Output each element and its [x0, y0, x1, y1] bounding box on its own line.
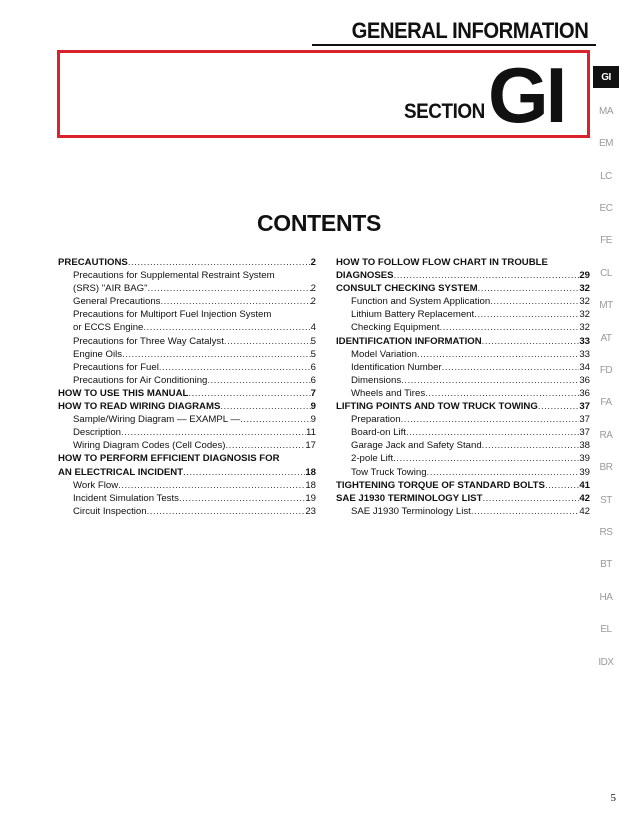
section-tab-lc[interactable]: LC [600, 170, 612, 182]
toc-entry[interactable] [58, 413, 316, 426]
toc-entry-title: Engine Oils [73, 348, 123, 360]
section-tab-ma[interactable]: MA [599, 105, 613, 117]
toc-entry[interactable] [336, 492, 590, 505]
toc-entry-page: 37 [579, 401, 590, 413]
toc-entry-page: 9 [310, 401, 316, 413]
toc-entry-page: 17 [305, 440, 316, 452]
section-tab-bt[interactable]: BT [600, 559, 612, 571]
toc-entry[interactable] [58, 335, 316, 348]
toc-entry-page: 36 [579, 387, 590, 399]
dot-leader [159, 361, 311, 374]
dot-leader [538, 400, 580, 413]
toc-entry[interactable] [58, 321, 316, 334]
dot-leader [143, 321, 310, 334]
toc-entry-page: 32 [579, 322, 590, 334]
section-tab-strip [591, 66, 621, 681]
toc-entry-page: 39 [579, 466, 590, 478]
document-title: GENERAL INFORMATION [351, 18, 588, 43]
toc-entry[interactable] [336, 269, 590, 282]
toc-entry[interactable] [336, 308, 590, 321]
title-rule [312, 44, 596, 46]
dot-leader [482, 335, 580, 348]
toc-entry-title: Precautions for Multiport Fuel Injection System [73, 309, 272, 321]
dot-leader [440, 321, 580, 334]
toc-entry-title: (SRS) "AIR BAG" [73, 283, 148, 295]
toc-entry-title: Garage Jack and Safety Stand [351, 440, 482, 452]
toc-entry-title: SAE J1930 Terminology List [351, 505, 471, 517]
toc-entry-title: Precautions for Air Conditioning [73, 374, 208, 386]
dot-leader [160, 295, 310, 308]
toc-entry-title: Model Variation [351, 348, 417, 360]
toc-entry-title: Circuit Inspection [73, 505, 147, 517]
section-tab-fa[interactable]: FA [600, 397, 612, 409]
toc-entry[interactable] [336, 505, 590, 518]
toc-entry-title: PRECAUTIONS [58, 257, 128, 268]
toc-entry-title: Function and System Application [351, 296, 491, 308]
dot-leader [425, 387, 579, 400]
section-tab-st[interactable]: ST [600, 494, 612, 506]
toc-entry-page: 37 [579, 427, 590, 439]
dot-leader [148, 282, 311, 295]
toc-entry-title: Board-on Lift [351, 427, 406, 439]
toc-entry[interactable] [336, 295, 590, 308]
section-tab-br[interactable]: BR [599, 462, 613, 474]
toc-entry-title: Identification Number [351, 361, 442, 373]
toc-entry-title: Incident Simulation Tests [73, 492, 179, 504]
toc-entry-page: 33 [579, 348, 590, 360]
dot-leader [406, 426, 579, 439]
toc-entry-page: 6 [310, 361, 316, 373]
toc-entry-title: HOW TO FOLLOW FLOW CHART IN TROUBLE [336, 257, 548, 268]
toc-entry-page: 39 [579, 453, 590, 465]
toc-entry[interactable] [58, 400, 316, 413]
page-number: 5 [610, 792, 616, 804]
toc-entry-title: Preparation [351, 414, 401, 426]
dot-leader [471, 505, 580, 518]
toc-entry[interactable] [336, 452, 590, 465]
toc-entry[interactable] [336, 256, 590, 269]
dot-leader [442, 361, 580, 374]
dot-leader [417, 348, 579, 361]
toc-entry[interactable] [58, 492, 316, 505]
section-tab-gi[interactable]: GI [593, 66, 619, 88]
toc-entry-page: 32 [579, 283, 590, 295]
dot-leader [179, 492, 305, 505]
dot-leader [490, 295, 579, 308]
section-code: GI [488, 51, 565, 139]
toc-entry[interactable] [336, 321, 590, 334]
toc-entry[interactable] [58, 452, 316, 465]
toc-entry[interactable] [336, 400, 590, 413]
toc-entry[interactable] [58, 269, 316, 282]
toc-entry-page: 36 [579, 374, 590, 386]
section-tab-mt[interactable]: MT [599, 300, 613, 312]
section-tab-idx[interactable]: IDX [598, 656, 614, 668]
toc-entry-page: 38 [579, 440, 590, 452]
section-tab-em[interactable]: EM [599, 138, 613, 150]
toc-entry[interactable] [336, 361, 590, 374]
toc-entry-page: 9 [310, 414, 316, 426]
toc-entry-page: 2 [310, 283, 316, 295]
toc-entry-page: 18 [305, 466, 316, 478]
toc-entry[interactable] [58, 479, 316, 492]
toc-entry-page: 11 [306, 427, 316, 439]
toc-entry[interactable] [58, 374, 316, 387]
dot-leader [128, 256, 311, 269]
toc-entry-page: 5 [310, 348, 316, 360]
toc-entry-page: 32 [579, 309, 590, 321]
section-tab-ra[interactable]: RA [599, 429, 613, 441]
section-tab-fe[interactable]: FE [600, 235, 612, 247]
toc-entry-title: General Precautions [73, 296, 161, 308]
toc-entry[interactable] [58, 348, 316, 361]
section-tab-ec[interactable]: EC [599, 203, 613, 215]
dot-leader [474, 308, 579, 321]
toc-entry-title: CONSULT CHECKING SYSTEM [336, 283, 478, 295]
dot-leader [220, 400, 310, 413]
dot-leader [427, 466, 580, 479]
toc-entry[interactable] [58, 282, 316, 295]
dot-leader [225, 439, 305, 452]
toc-entry[interactable] [58, 426, 316, 439]
toc-entry-title: Lithium Battery Replacement [351, 309, 475, 321]
dot-leader [545, 479, 579, 492]
toc-entry[interactable] [336, 466, 590, 479]
dot-leader [207, 374, 310, 387]
toc-entry-title: HOW TO READ WIRING DIAGRAMS [58, 401, 221, 413]
toc-entry-title: Description [73, 427, 121, 439]
toc-entry-page: 33 [579, 335, 590, 347]
toc-entry-title: AN ELECTRICAL INCIDENT [58, 466, 184, 478]
section-tab-at[interactable]: AT [600, 332, 612, 344]
dot-leader [240, 413, 311, 426]
toc-entry-page: 5 [310, 335, 316, 347]
toc-entry-title: or ECCS Engine [73, 322, 144, 334]
toc-right-column [336, 256, 590, 518]
toc-entry[interactable] [58, 361, 316, 374]
dot-leader [147, 505, 306, 518]
toc-entry-title: DIAGNOSES [336, 270, 394, 282]
toc-entry-title: Sample/Wiring Diagram — EXAMPL — [73, 414, 241, 426]
toc-entry-title: Wheels and Tires [351, 387, 426, 399]
toc-entry-title: Work Flow [73, 479, 119, 491]
toc-entry-title: IDENTIFICATION INFORMATION [336, 335, 482, 347]
toc-entry-page: 18 [305, 479, 316, 491]
toc-entry[interactable] [336, 348, 590, 361]
toc-entry-title: Precautions for Supplemental Restraint System [73, 270, 275, 282]
toc-entry[interactable] [58, 466, 316, 479]
toc-entry-title: HOW TO USE THIS MANUAL [58, 387, 189, 399]
toc-entry-page: 42 [579, 492, 590, 504]
section-tab-ha[interactable]: HA [599, 591, 613, 603]
toc-entry-title: 2-pole Lift [351, 453, 394, 465]
toc-entry-page: 34 [579, 361, 590, 373]
dot-leader [393, 452, 579, 465]
toc-entry-page: 29 [579, 270, 590, 282]
toc-entry-title: Precautions for Three Way Catalyst [73, 335, 224, 347]
dot-leader [224, 335, 311, 348]
toc-entry[interactable] [58, 439, 316, 452]
toc-entry[interactable] [336, 439, 590, 452]
toc-entry-title: LIFTING POINTS AND TOW TRUCK TOWING [336, 401, 538, 413]
toc-entry-page: 41 [579, 479, 590, 491]
toc-entry-page: 2 [310, 257, 316, 268]
toc-entry-title: Checking Equipment [351, 322, 440, 334]
contents-heading: CONTENTS [256, 210, 382, 236]
toc-entry-page: 42 [579, 505, 590, 517]
toc-entry-page: 2 [310, 296, 316, 308]
section-tab-fd[interactable]: FD [599, 365, 613, 377]
section-tab-rs[interactable]: RS [599, 526, 613, 538]
toc-entry[interactable] [336, 413, 590, 426]
toc-entry[interactable] [58, 295, 316, 308]
dot-leader [122, 348, 311, 361]
toc-entry[interactable] [336, 374, 590, 387]
toc-entry-title: Precautions for Fuel [73, 361, 159, 373]
toc-entry-page: 7 [310, 387, 316, 399]
toc-entry[interactable] [58, 308, 316, 321]
section-tab-el[interactable]: EL [600, 624, 612, 636]
dot-leader [118, 479, 305, 492]
dot-leader [183, 466, 305, 479]
toc-entry[interactable] [58, 256, 316, 269]
dot-leader [401, 374, 579, 387]
toc-entry-title: HOW TO PERFORM EFFICIENT DIAGNOSIS FOR [58, 453, 280, 465]
dot-leader [482, 439, 580, 452]
toc-entry-title: Tow Truck Towing [351, 466, 427, 478]
dot-leader [482, 492, 579, 505]
toc-left-column [58, 256, 316, 518]
toc-entry[interactable] [336, 335, 590, 348]
toc-entry[interactable] [58, 387, 316, 400]
toc-entry-title: Wiring Diagram Codes (Cell Codes) [73, 440, 226, 452]
dot-leader [394, 269, 580, 282]
toc-entry[interactable] [336, 282, 590, 295]
toc-entry-page: 32 [579, 296, 590, 308]
toc-entry-title: TIGHTENING TORQUE OF STANDARD BOLTS [336, 479, 545, 491]
toc-entry[interactable] [58, 505, 316, 518]
toc-entry-page: 37 [579, 414, 590, 426]
dot-leader [401, 413, 580, 426]
toc-entry[interactable] [336, 479, 590, 492]
toc-entry-title: SAE J1930 TERMINOLOGY LIST [336, 492, 483, 504]
toc-entry-page: 4 [310, 322, 316, 334]
dot-leader [121, 426, 306, 439]
toc-entry-page: 6 [310, 374, 316, 386]
section-tab-cl[interactable]: CL [600, 267, 612, 279]
toc-entry-page: 23 [305, 505, 316, 517]
toc-entry-title: Dimensions [351, 374, 402, 386]
dot-leader [478, 282, 580, 295]
toc-entry-page: 19 [305, 492, 316, 504]
toc-entry[interactable] [336, 387, 590, 400]
toc-entry[interactable] [336, 426, 590, 439]
section-label: SECTION [404, 100, 485, 123]
dot-leader [188, 387, 310, 400]
